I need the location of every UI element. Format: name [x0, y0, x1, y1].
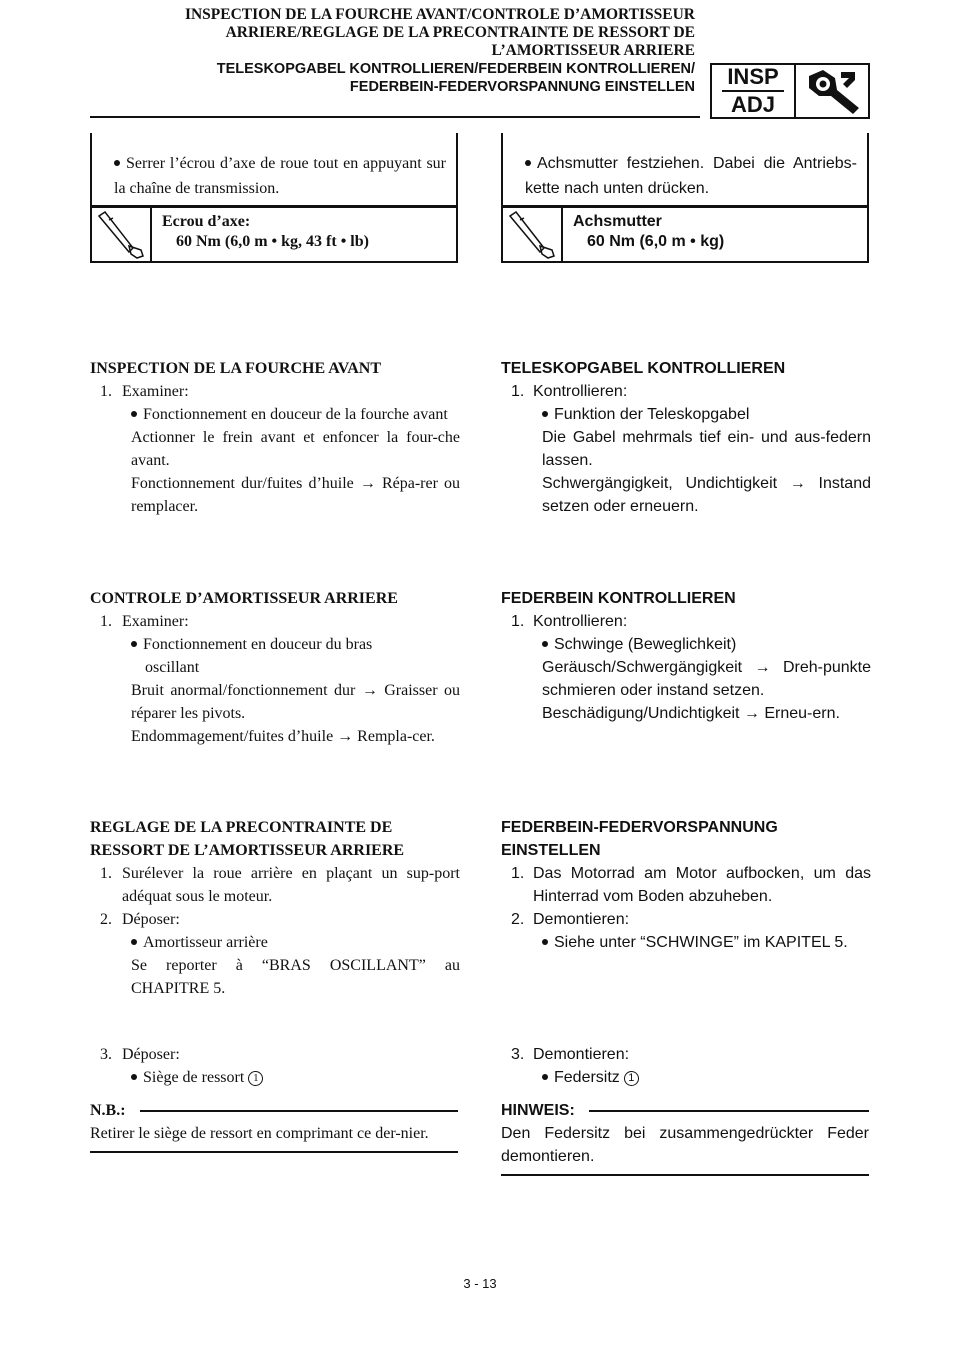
torque-spec-de	[501, 205, 869, 263]
text-line: Geräusch/Schwergängigkeit → Dreh-punkte schmieren oder instand setzen.	[542, 659, 871, 699]
step: 1. Kontrollieren:	[511, 613, 628, 630]
step: 3. Demontieren:	[511, 1046, 630, 1063]
text-line: Fonctionnement dur/fuites d’huile → Répa-rer ou remplacer.	[131, 475, 460, 515]
torque-instruction: Serrer l’écrou d’axe de roue tout en appuyant sur la chaîne de transmission.	[114, 155, 446, 197]
bullet-icon	[542, 1074, 548, 1080]
bullet-item: Funktion der Teleskopgabel	[501, 403, 871, 426]
step: 3. Déposer:	[100, 1046, 180, 1063]
torque-spec-fr	[90, 205, 458, 263]
header-line-fr-2: ARRIERE/REGLAGE DE LA PRECONTRAINTE DE RESSORT DE	[225, 24, 695, 41]
section-fr-front-fork	[90, 357, 460, 518]
section-de-rear-shock	[501, 587, 871, 725]
note-text: Den Federsitz bei zusammengedrückter Feder demontieren.	[501, 1125, 869, 1165]
step: 1. Examiner:	[100, 613, 189, 630]
step: 1. Das Motorrad am Motor aufbocken, um das Hinterrad vom Boden abzuheben.	[511, 865, 871, 905]
text-line: Schwergängigkeit, Undichtigkeit → Instand setzen oder erneuern.	[542, 475, 871, 515]
note-label: HINWEIS:	[501, 1102, 575, 1119]
torque-label: Ecrou d’axe:	[162, 213, 251, 230]
torque-box-de	[501, 133, 869, 263]
section-title-1: FEDERBEIN-FEDERVORSPANNUNG	[501, 819, 778, 836]
note-end-rule	[90, 1151, 458, 1153]
note-rule	[140, 1110, 458, 1112]
text-line: Se reporter à “BRAS OSCILLANT” au CHAPITRE 5.	[131, 957, 460, 997]
torque-wrench-icon	[503, 208, 563, 261]
torque-label: Achsmutter	[573, 213, 662, 230]
bullet-icon	[131, 641, 137, 647]
badge-insp: INSP	[727, 64, 779, 89]
bullet-item: Schwinge (Beweglichkeit)	[501, 633, 871, 656]
torque-value-fr	[152, 208, 369, 261]
bullet-icon	[542, 939, 548, 945]
section-fr-rear-shock	[90, 587, 460, 748]
section-title-2: EINSTELLEN	[501, 842, 601, 859]
bullet-icon	[542, 411, 548, 417]
text-line: Actionner le frein avant et enfoncer la four-che avant.	[131, 429, 460, 469]
torque-value-de	[563, 208, 724, 261]
section-title-2: RESSORT DE L’AMORTISSEUR ARRIERE	[90, 842, 405, 859]
page-header	[185, 6, 695, 96]
section-badge	[710, 63, 870, 119]
note-de	[501, 1099, 869, 1176]
bullet-icon	[542, 641, 548, 647]
torque-box-fr	[90, 133, 458, 263]
text-line: Beschädigung/Undichtigkeit → Erneu-ern.	[542, 705, 840, 722]
note-end-rule	[501, 1174, 869, 1176]
section-fr-spring-preload	[90, 816, 460, 1000]
header-rule	[90, 116, 700, 118]
section-title-1: REGLAGE DE LA PRECONTRAINTE DE	[90, 819, 393, 836]
step: 2. Demontieren:	[511, 911, 630, 928]
step: 1. Examiner:	[100, 383, 189, 400]
section-fr-step-3	[90, 1043, 460, 1089]
note-text: Retirer le siège de ressort en comprimant ce der-nier.	[90, 1125, 429, 1142]
text-line: Bruit anormal/fonctionnement dur → Graisser ou réparer les pivots.	[131, 682, 460, 722]
torque-text-fr	[90, 133, 458, 205]
bullet-item: Amortisseur arrière	[90, 931, 460, 954]
badge-adj: ADJ	[730, 92, 775, 117]
note-header	[501, 1099, 869, 1122]
bullet-item: Federsitz 1	[501, 1066, 871, 1089]
note-fr	[90, 1099, 458, 1153]
section-de-spring-preload	[501, 816, 871, 954]
header-line-de-1: TELESKOPGABEL KONTROLLIEREN/FEDERBEIN KONTROLLIEREN/	[216, 61, 695, 77]
bullet-item: Fonctionnement en douceur de la fourche avant	[90, 403, 460, 426]
text-line: Die Gabel mehrmals tief ein- und aus-federn lassen.	[542, 429, 871, 469]
header-line-fr-3: L’AMORTISSEUR ARRIERE	[491, 42, 695, 59]
page-number: 3 - 13	[463, 1276, 497, 1291]
bullet-icon	[114, 160, 120, 166]
torque-instruction: Achsmutter festziehen. Dabei die Antriebs-kette nach unten drücken.	[525, 155, 857, 197]
bullet-item: Fonctionnement en douceur du bras oscillant	[90, 633, 460, 679]
torque-value: 60 Nm (6,0 m • kg)	[587, 233, 725, 250]
bullet-icon	[131, 939, 137, 945]
note-header	[90, 1099, 458, 1122]
wrench-icon	[796, 65, 868, 117]
bullet-item: Siehe unter “SCHWINGE” im KAPITEL 5.	[501, 931, 871, 954]
torque-wrench-icon	[92, 208, 152, 261]
step: 1. Kontrollieren:	[511, 383, 628, 400]
bullet-icon	[525, 160, 531, 166]
section-title: FEDERBEIN KONTROLLIEREN	[501, 590, 736, 607]
bullet-item: Siège de ressort 1	[90, 1066, 460, 1089]
bullet-icon	[131, 1074, 137, 1080]
note-rule	[589, 1110, 869, 1112]
torque-text-de	[501, 133, 869, 205]
callout-number: 1	[248, 1071, 263, 1086]
step: 1. Surélever la roue arrière en plaçant un sup-port adéquat sous le moteur.	[100, 865, 460, 905]
bullet-icon	[131, 411, 137, 417]
section-de-step-3	[501, 1043, 871, 1089]
header-line-de-2: FEDERBEIN-FEDERVORSPANNUNG EINSTELLEN	[349, 79, 695, 95]
header-line-fr-1: INSPECTION DE LA FOURCHE AVANT/CONTROLE D’AMORTISSEUR	[184, 6, 695, 23]
section-title: TELESKOPGABEL KONTROLLIEREN	[501, 360, 786, 377]
torque-value: 60 Nm (6,0 m • kg, 43 ft • lb)	[176, 233, 369, 250]
section-title: CONTROLE D’AMORTISSEUR ARRIERE	[90, 590, 398, 607]
step: 2. Déposer:	[100, 911, 180, 928]
callout-number: 1	[624, 1071, 639, 1086]
badge-text	[712, 65, 796, 117]
note-label: N.B.:	[90, 1102, 126, 1119]
text-line: Endommagement/fuites d’huile → Rempla-cer.	[131, 728, 435, 745]
section-title: INSPECTION DE LA FOURCHE AVANT	[90, 360, 382, 377]
section-de-front-fork	[501, 357, 871, 518]
